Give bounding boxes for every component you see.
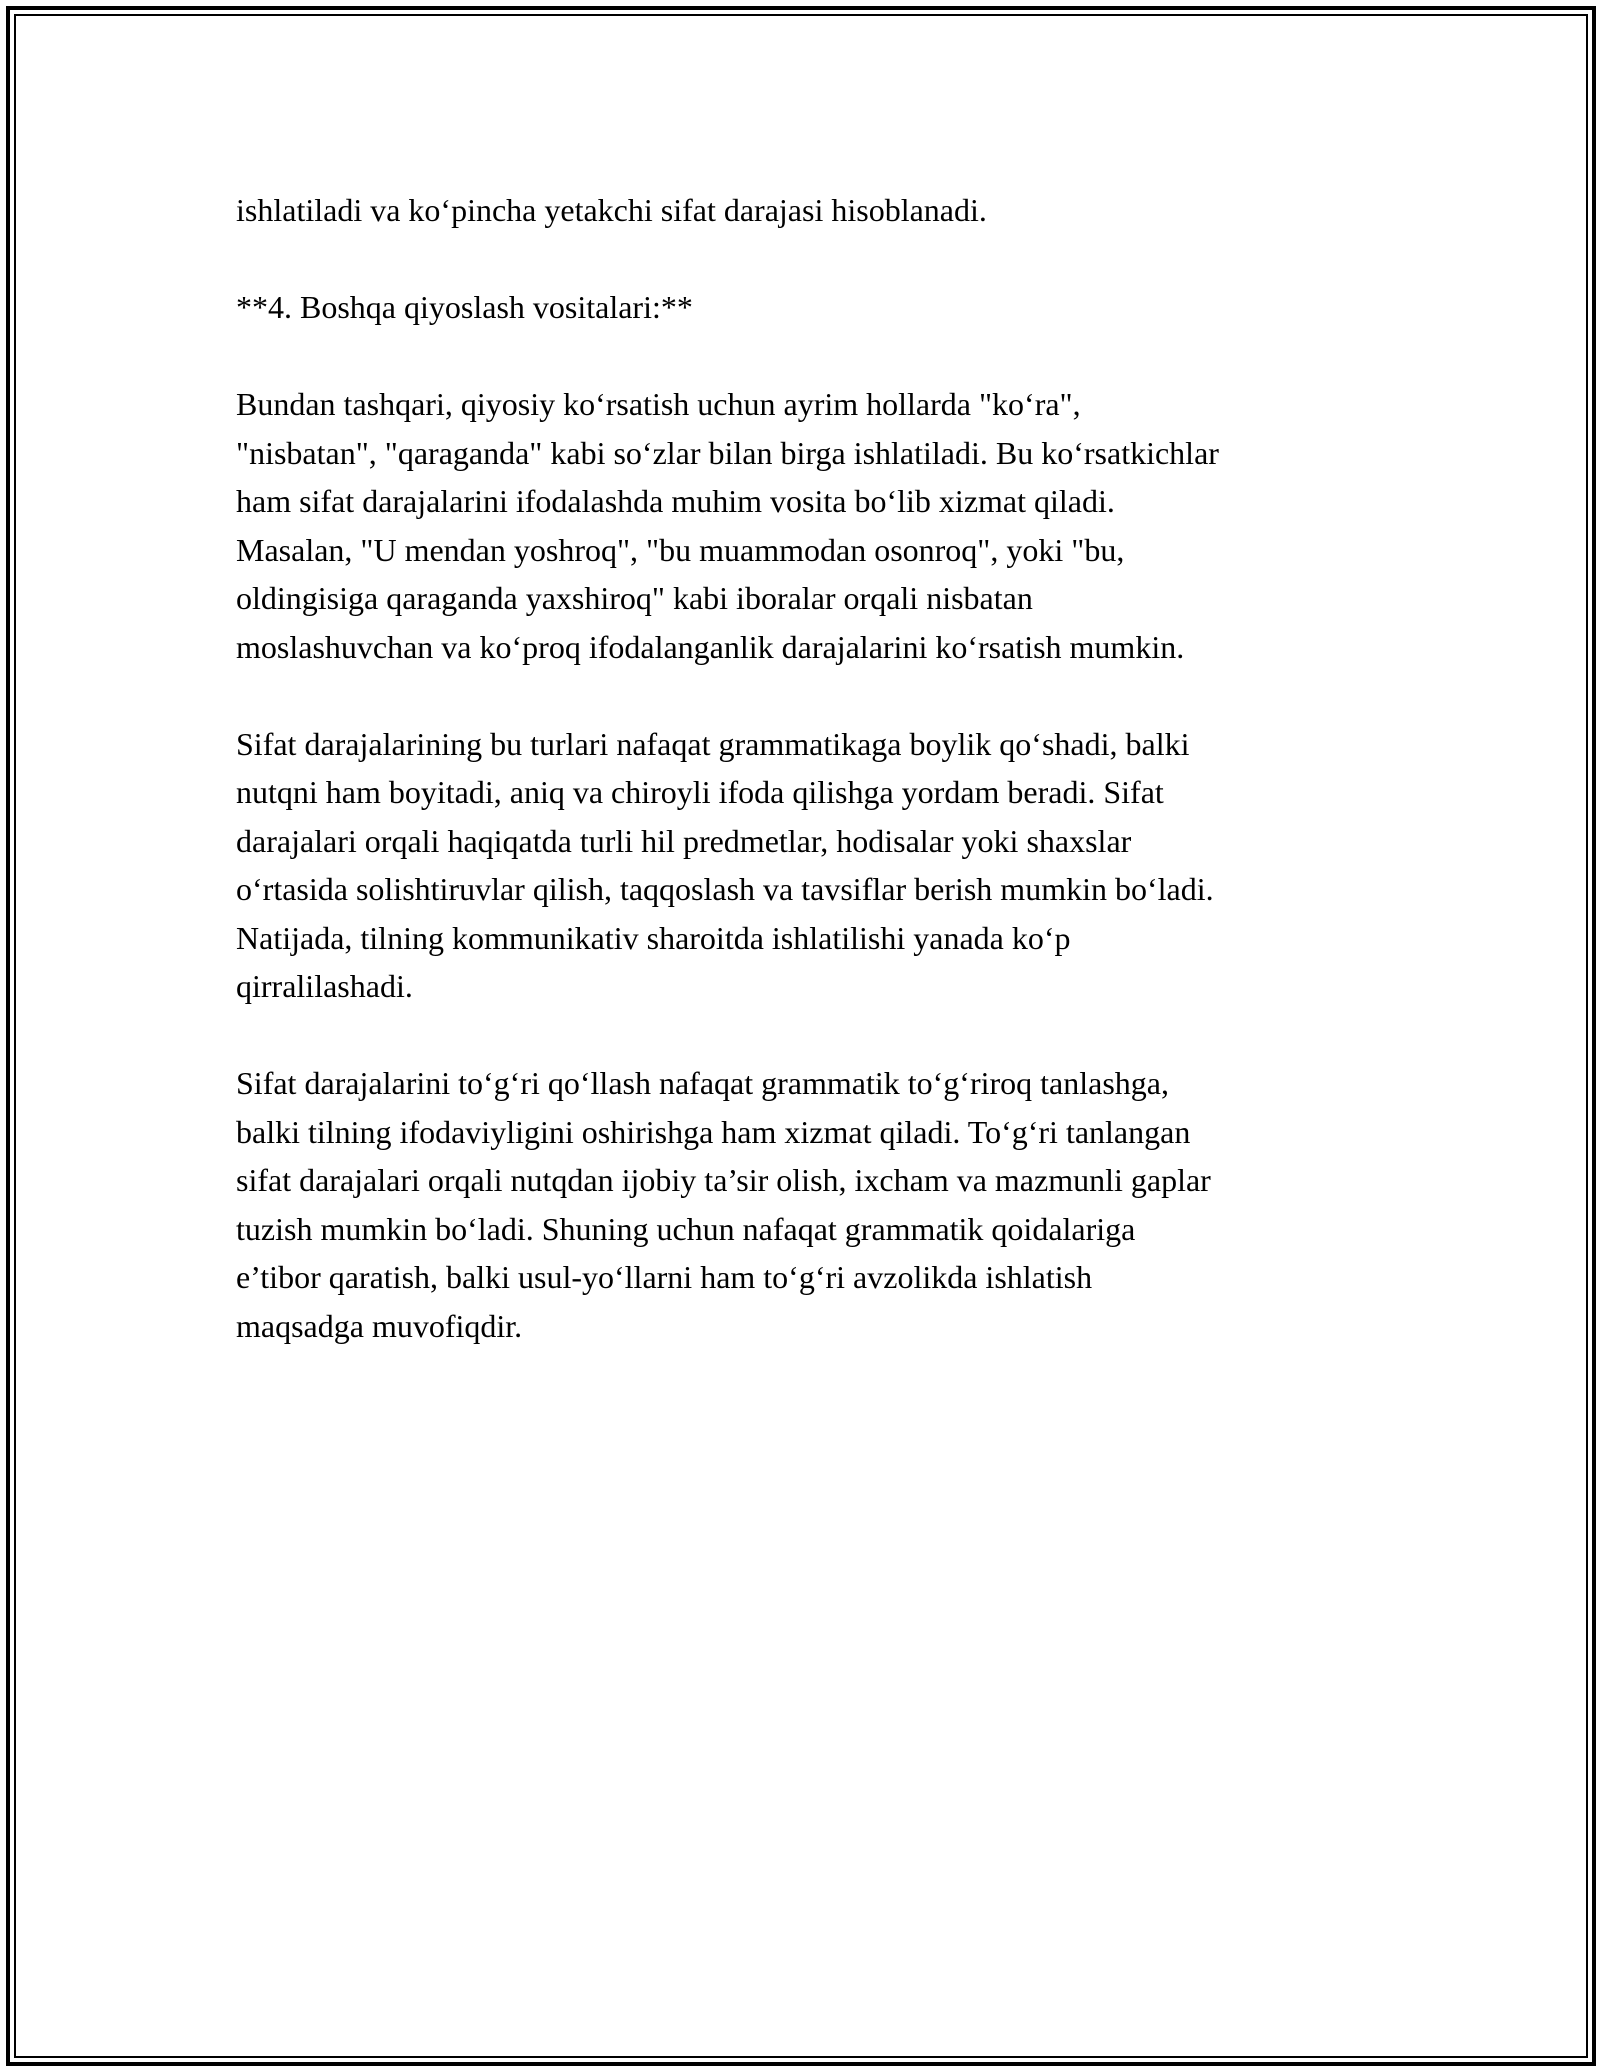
text-line: darajalari orqali haqiqatda turli hil predmetlar, hodisalar yoki shaxslar [236,822,1132,859]
heading-text: **4. Boshqa qiyoslash vositalari:** [236,289,693,325]
text-line: ham sifat darajalarini ifodalashda muhim vosita bo‘lib xizmat qiladi. [236,483,1115,519]
text-line: sifat darajalari orqali nutqdan ijobiy ta’sir olish, ixcham va mazmunli gaplar [236,1162,1211,1198]
text-line: tuzish mumkin bo‘ladi. Shuning uchun nafaqat grammatik qoidalariga [236,1210,1136,1247]
paragraph-correct-usage [236,1059,1416,1350]
document-body [236,186,1416,1399]
text-line: oldingisiga qaraganda yaxshiroq" kabi iboralar orqali nisbatan [236,580,1033,616]
text-line: o‘rtasida solishtiruvlar qilish, taqqoslash va tavsiflar berish mumkin bo‘ladi. [236,871,1214,907]
text-line: Masalan, "U mendan yoshroq", "bu muammodan osonroq", yoki "bu, [236,531,1125,568]
text-line: nutqni ham boyitadi, aniq va chiroyli ifoda qilishga yordam beradi. Sifat [236,774,1164,810]
paragraph-other-means [236,380,1416,671]
text-line: "nisbatan", "qaraganda" kabi so‘zlar bilan birga ishlatiladi. Bu ko‘rsatkichlar [236,434,1219,471]
text-line: Sifat darajalarini to‘g‘ri qo‘llash nafaqat grammatik to‘g‘riroq tanlashga, [236,1065,1169,1101]
text-line: Sifat darajalarining bu turlari nafaqat grammatikaga boylik qo‘shadi, balki [236,725,1190,762]
text-line: qirralilashadi. [236,968,413,1004]
text-line: balki tilning ifodaviyligini oshirishga ham xizmat qiladi. To‘g‘ri tanlangan [236,1113,1191,1150]
paragraph-degree-types [236,720,1416,1011]
section-heading [236,283,1416,332]
text-line: e’tibor qaratish, balki usul-yo‘llarni ham to‘g‘ri avzolikda ishlatish [236,1259,1093,1295]
paragraph-continuation [236,186,1416,235]
text-line: Bundan tashqari, qiyosiy ko‘rsatish uchun ayrim hollarda "ko‘ra", [236,386,1081,422]
text-line: maqsadga muvofiqdir. [236,1307,523,1344]
text-line: Natijada, tilning kommunikativ sharoitda ishlatilishi yanada ko‘p [236,919,1071,956]
text-line: ishlatiladi va ko‘pincha yetakchi sifat darajasi hisoblanadi. [236,192,987,228]
text-line: moslashuvchan va ko‘proq ifodalanganlik darajalarini ko‘rsatish mumkin. [236,628,1185,665]
